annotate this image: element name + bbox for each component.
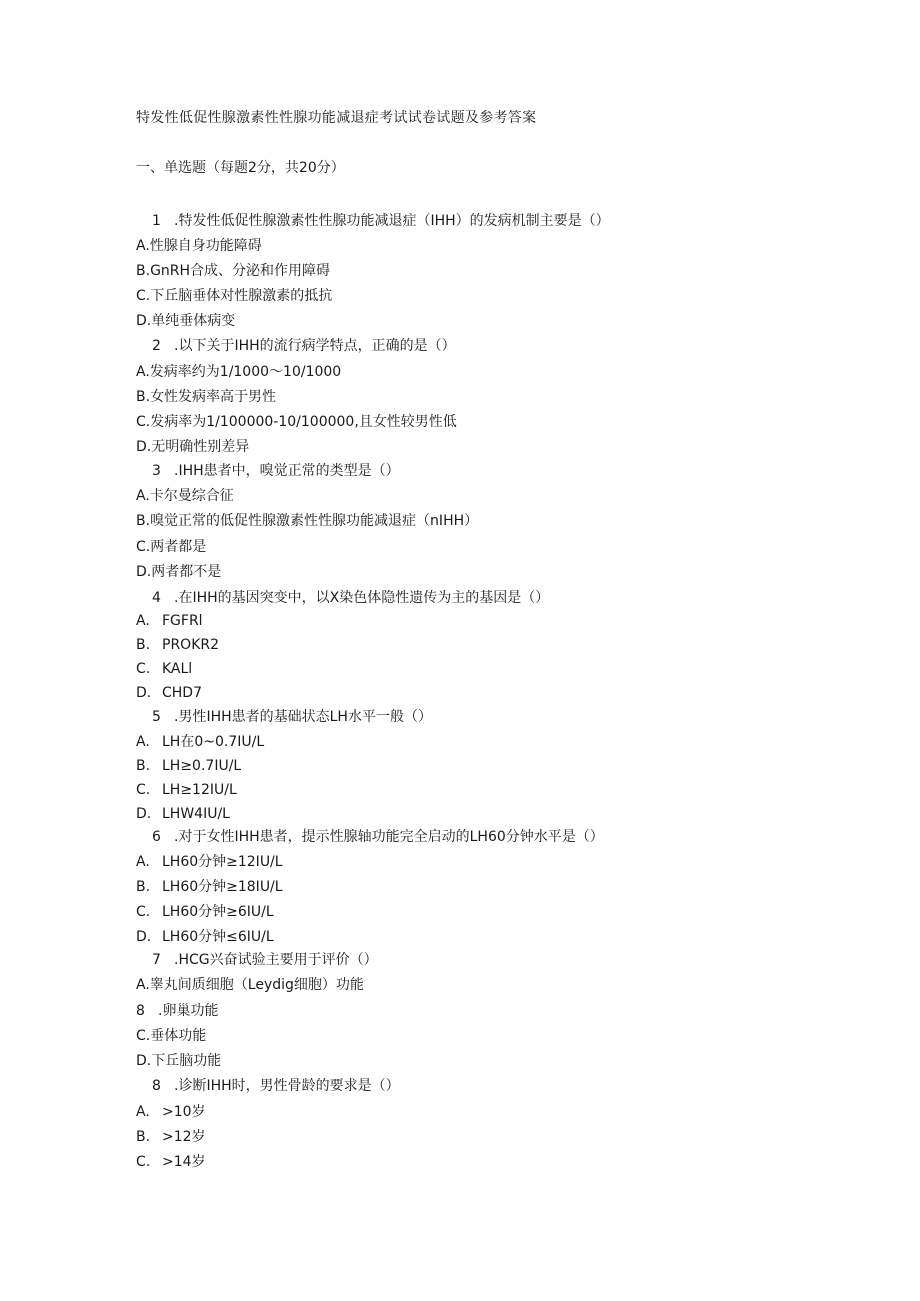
option-text: FGFRl xyxy=(162,613,203,629)
option-text: GnRH合成、分泌和作用障碍 xyxy=(150,263,331,279)
question-stem: .以下关于IHH的流行病学特点，正确的是（） xyxy=(174,338,456,354)
option-5a xyxy=(136,733,264,751)
option-3d xyxy=(136,563,221,581)
option-letter: D. xyxy=(136,806,152,822)
option-letter: D. xyxy=(136,929,152,945)
option-2c xyxy=(136,413,457,431)
option-letter: D. xyxy=(136,685,152,701)
option-2d xyxy=(136,438,249,456)
option-text: 两者都是 xyxy=(150,539,207,555)
option-2b xyxy=(136,388,276,406)
question-6 xyxy=(152,828,604,846)
option-letter: A. xyxy=(136,488,150,504)
option-8c xyxy=(136,1153,206,1171)
question-stem: .在IHH的基因突变中，以X染色体隐性遗传为主的基因是（） xyxy=(174,590,550,606)
option-1d xyxy=(136,312,235,330)
option-2a xyxy=(136,363,341,381)
option-letter: C. xyxy=(136,414,151,430)
option-letter: A. xyxy=(136,977,150,993)
option-letter: B. xyxy=(136,263,151,279)
question-5 xyxy=(152,708,432,726)
option-text: 无明确性别差异 xyxy=(151,439,250,455)
section-heading: 一、单选题（每题2分，共20分） xyxy=(136,160,345,176)
option-text: PROKR2 xyxy=(162,637,220,653)
question-8 xyxy=(152,1077,400,1095)
option-text: >12岁 xyxy=(162,1129,206,1145)
option-8b xyxy=(136,1128,206,1146)
question-3 xyxy=(152,462,400,480)
question-stem: .诊断IHH时，男性骨龄的要求是（） xyxy=(174,1078,400,1094)
option-letter: D. xyxy=(136,1053,152,1069)
option-text: CHD7 xyxy=(162,685,202,701)
option-text: 性腺自身功能障碍 xyxy=(149,238,262,254)
question-number: 4 xyxy=(152,590,161,606)
option-text: 发病率约为1/1000～10/1000 xyxy=(149,364,342,380)
option-text: LH60分钟≥12IU/L xyxy=(162,854,283,870)
option-7b xyxy=(136,1002,218,1020)
question-stem: .男性IHH患者的基础状态LH水平一般（） xyxy=(174,709,432,725)
option-text: 下丘脑功能 xyxy=(151,1053,222,1069)
option-text: 女性发病率高于男性 xyxy=(150,389,277,405)
option-letter: B. xyxy=(136,389,151,405)
option-text: LH60分钟≥18IU/L xyxy=(162,879,283,895)
option-text: 睾丸间质细胞（Leydig细胞）功能 xyxy=(149,977,364,993)
question-2 xyxy=(152,337,456,355)
option-text: .卵巢功能 xyxy=(158,1003,219,1019)
question-number: 2 xyxy=(152,338,161,354)
question-stem: .HCG兴奋试验主要用于评价（） xyxy=(174,952,378,968)
question-number: 7 xyxy=(152,952,161,968)
option-3b xyxy=(136,512,478,530)
question-number: 8 xyxy=(152,1078,161,1094)
option-letter: D. xyxy=(136,313,152,329)
question-stem: .特发性低促性腺激素性性腺功能减退症（IHH）的发病机制主要是（） xyxy=(174,213,610,229)
option-letter: B. xyxy=(136,1129,151,1145)
option-letter: C. xyxy=(136,539,151,555)
option-letter: C. xyxy=(136,661,151,677)
option-letter: B. xyxy=(136,879,151,895)
option-5b xyxy=(136,757,241,775)
option-letter: C. xyxy=(136,1028,151,1044)
option-text: LH≥12IU/L xyxy=(162,782,237,798)
option-text: KALl xyxy=(162,661,193,677)
option-text: 下丘脑垂体对性腺激素的抵抗 xyxy=(150,288,333,304)
option-text: 垂体功能 xyxy=(150,1028,207,1044)
option-1c xyxy=(136,287,332,305)
option-letter: A. xyxy=(136,1104,150,1120)
option-letter: A. xyxy=(136,613,150,629)
question-number: 1 xyxy=(152,213,161,229)
option-letter: B. xyxy=(136,513,151,529)
option-letter: D. xyxy=(136,439,152,455)
question-stem: .IHH患者中，嗅觉正常的类型是（） xyxy=(174,463,400,479)
option-text: 两者都不是 xyxy=(151,564,222,580)
option-1b xyxy=(136,262,330,280)
option-text: 嗅觉正常的低促性腺激素性性腺功能减退症（nIHH） xyxy=(150,513,479,529)
option-letter: B. xyxy=(136,758,151,774)
option-7a xyxy=(136,976,364,994)
question-number: 5 xyxy=(152,709,161,725)
option-1a xyxy=(136,237,262,255)
option-text: 单纯垂体病变 xyxy=(151,313,236,329)
option-6d xyxy=(136,928,274,946)
option-letter: C. xyxy=(136,288,151,304)
option-text: LH在0~0.7IU∕L xyxy=(162,734,265,750)
option-letter: A. xyxy=(136,854,150,870)
option-text: 卡尔曼综合征 xyxy=(149,488,234,504)
option-4b xyxy=(136,636,219,654)
option-letter: C. xyxy=(136,904,151,920)
option-6c xyxy=(136,903,274,921)
option-5c xyxy=(136,781,237,799)
option-6b xyxy=(136,878,283,896)
option-text: >14岁 xyxy=(162,1154,206,1170)
option-3c xyxy=(136,538,206,556)
option-letter: A. xyxy=(136,364,150,380)
option-letter: D. xyxy=(136,564,152,580)
option-6a xyxy=(136,853,283,871)
option-letter: C. xyxy=(136,1154,151,1170)
option-letter: A. xyxy=(136,238,150,254)
option-letter: C. xyxy=(136,782,151,798)
question-number: 6 xyxy=(152,829,161,845)
option-5d xyxy=(136,805,230,823)
option-letter: A. xyxy=(136,734,150,750)
option-text: 发病率为1/100000-10/100000,且女性较男性低 xyxy=(150,414,457,430)
question-number: 3 xyxy=(152,463,161,479)
document-title: 特发性低促性腺激素性性腺功能减退症考试试卷试题及参考答案 xyxy=(136,110,537,126)
question-7 xyxy=(152,951,378,969)
option-letter: 8 xyxy=(136,1003,145,1019)
option-4c xyxy=(136,660,192,678)
option-letter: B. xyxy=(136,637,151,653)
question-4 xyxy=(152,589,549,607)
question-stem: .对于女性IHH患者，提示性腺轴功能完全启动的LH60分钟水平是（） xyxy=(174,829,604,845)
option-text: LH60分钟≥6IU/L xyxy=(162,904,274,920)
question-1 xyxy=(152,212,610,230)
option-4a xyxy=(136,612,203,630)
option-text: LHW4IU/L xyxy=(162,806,230,822)
option-3a xyxy=(136,487,234,505)
option-4d xyxy=(136,684,202,702)
option-7d xyxy=(136,1052,221,1070)
option-text: LH60分钟≤6IU/L xyxy=(162,929,274,945)
option-text: LH≥0.7IU/L xyxy=(162,758,242,774)
option-8a xyxy=(136,1103,206,1121)
option-text: >10岁 xyxy=(162,1104,206,1120)
option-7c xyxy=(136,1027,206,1045)
